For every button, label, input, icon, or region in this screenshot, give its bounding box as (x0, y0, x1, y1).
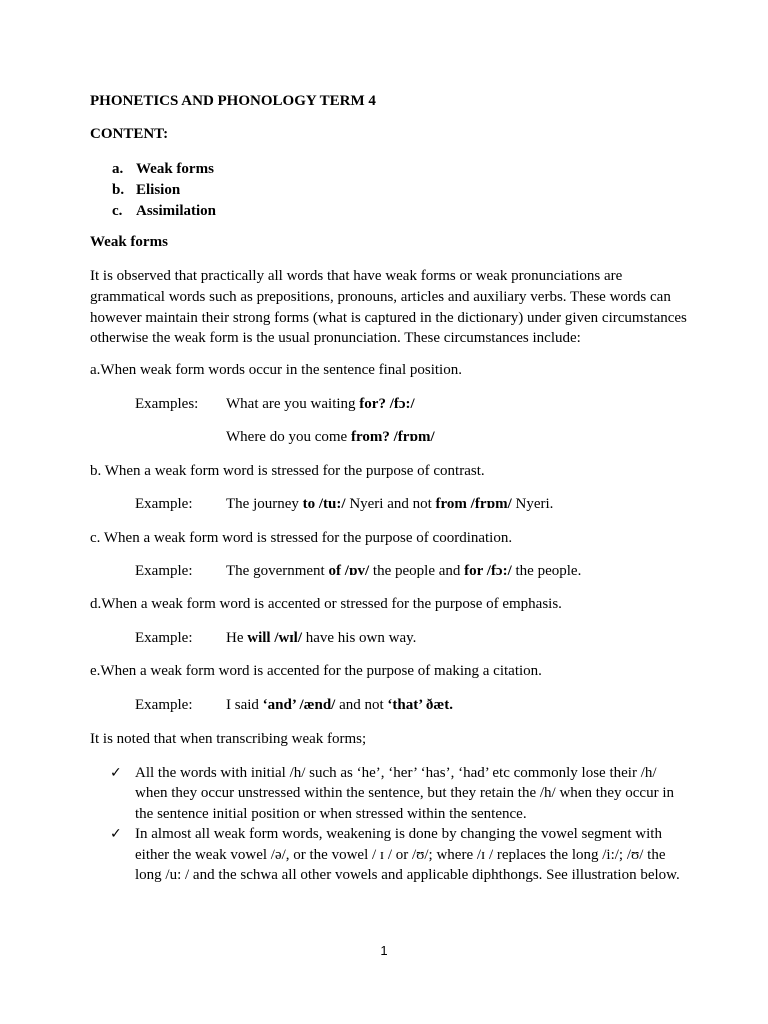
noted-paragraph: It is noted that when transcribing weak forms; (90, 731, 367, 747)
checkmark-icon: ✓ (110, 765, 122, 781)
case-a-label: Examples: (135, 396, 199, 412)
content-heading: CONTENT: (90, 126, 169, 142)
list-letter: a. (112, 161, 124, 177)
case-a-example-1: What are you waiting for? /fɔ:/ (226, 396, 415, 412)
content-list-item (112, 159, 216, 180)
section-heading: Weak forms (90, 234, 168, 250)
list-letter: c. (112, 203, 123, 219)
intro-paragraph: It is observed that practically all words that have weak forms or weak pronunciations are grammatical words such as prepositions, pronouns, articles and auxiliary verbs. These words can however maintain their strong forms (what is captured in the dictionary) under given circumstances otherwise the weak form is the usual pronunciation. These circumstances include: (90, 268, 687, 347)
page-number: 1 (380, 943, 388, 958)
list-text: Assimilation (136, 203, 217, 219)
bullet-list (110, 763, 690, 885)
case-c-example: The government of /ɒv/ the people and for /fɔ:/ the people. (226, 563, 582, 579)
list-text: Weak forms (136, 161, 214, 177)
bullet-text: All the words with initial /h/ such as ‘he’, ‘her’ ‘has’, ‘had’ etc commonly lose their /h/ when they occur unstressed within the sentence, but they retain the /h/ when they occur in the sentence initial position or when stressed within the sentence. (135, 765, 675, 822)
case-b-example: The journey to /tu:/ Nyeri and not from /frɒm/ Nyeri. (226, 496, 554, 512)
case-d-text: d.When a weak form word is accented or stressed for the purpose of emphasis. (90, 596, 562, 612)
case-a-example-2: Where do you come from? /frɒm/ (226, 429, 435, 445)
case-a-text: a.When weak form words occur in the sentence final position. (90, 362, 462, 378)
bullet-text: In almost all weak form words, weakening is done by changing the vowel segment with either the weak vowel /ə/, or the vowel / ɪ / or /ʊ/; where /ɪ / replaces the long /i:/; /ʊ/ the long /u: / and the schwa all other vowels and applicable diphthongs. See illustration below. (135, 826, 680, 884)
page-title: PHONETICS AND PHONOLOGY TERM 4 (90, 93, 376, 109)
case-c-label: Example: (135, 563, 193, 579)
case-b-text: b. When a weak form word is stressed for the purpose of contrast. (90, 463, 485, 479)
case-e-example: I said ‘and’ /ænd/ and not ‘that’ ðæt. (226, 697, 453, 713)
case-e-label: Example: (135, 697, 193, 713)
case-c-text: c. When a weak form word is stressed for the purpose of coordination. (90, 530, 513, 546)
case-d-example: He will /wɪl/ have his own way. (226, 630, 417, 646)
list-letter: b. (112, 182, 125, 198)
bullet-item (110, 824, 690, 885)
case-d-label: Example: (135, 630, 193, 646)
checkmark-icon: ✓ (110, 826, 122, 843)
list-text: Elision (136, 182, 181, 198)
content-list (112, 159, 216, 222)
bullet-item (110, 763, 690, 824)
case-e-text: e.When a weak form word is accented for the purpose of making a citation. (90, 663, 542, 679)
case-b-label: Example: (135, 496, 193, 512)
content-list-item (112, 201, 216, 222)
content-list-item (112, 180, 216, 201)
